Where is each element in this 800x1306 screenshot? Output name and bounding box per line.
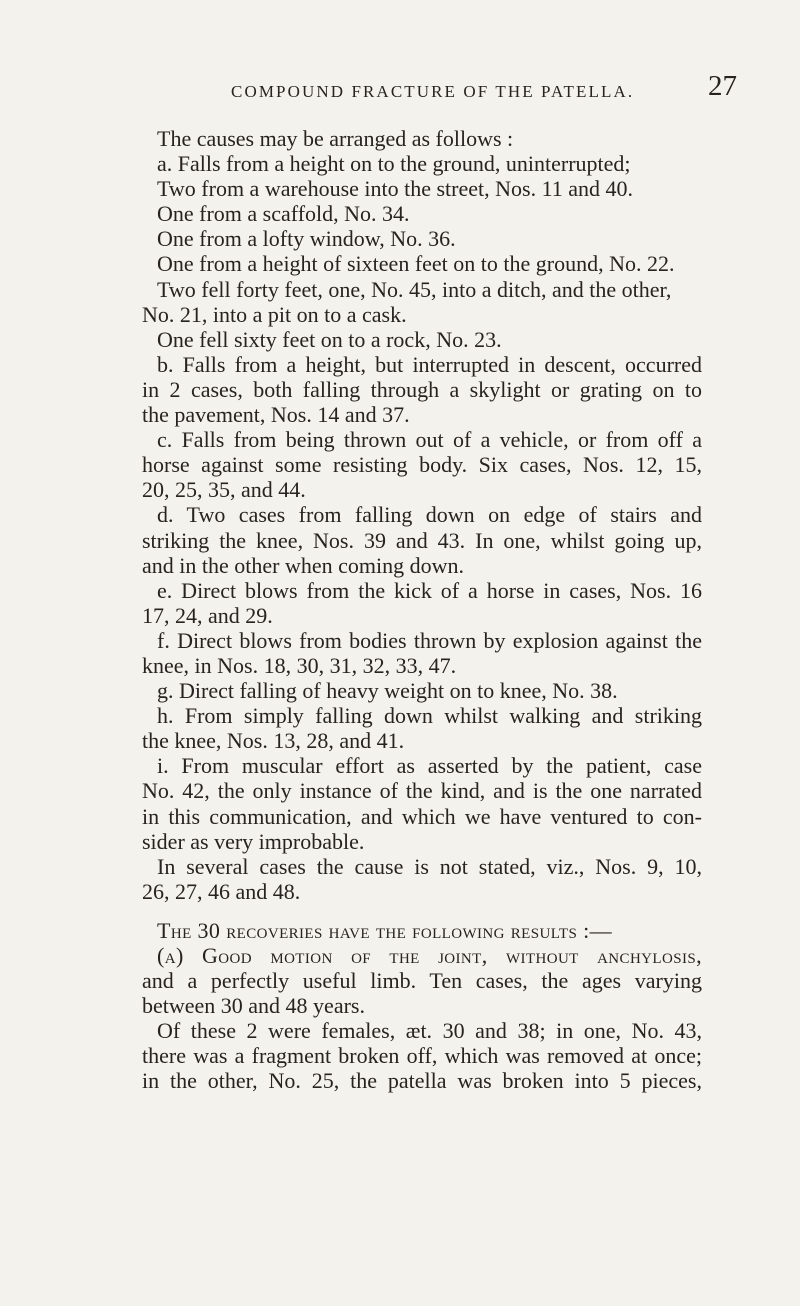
page-header <box>0 68 800 108</box>
text-line: b. Falls from a height, but interrupted in descent, occurred <box>157 351 702 377</box>
running-title: COMPOUND FRACTURE OF THE PATELLA. <box>231 82 635 101</box>
text-line: Of these 2 were females, æt. 30 and 38; in one, No. 43, <box>157 1018 702 1044</box>
text-line: knee, in Nos. 18, 30, 31, 32, 33, 47. <box>142 652 457 678</box>
text-line: g. Direct falling of heavy weight on to knee, No. 38. <box>157 678 618 704</box>
text-line: the knee, Nos. 13, 28, and 41. <box>142 728 405 754</box>
text-line: One from a lofty window, No. 36. <box>157 226 456 252</box>
text-line: striking the knee, Nos. 39 and 43. In one, whilst going up, <box>142 527 702 553</box>
text-line: e. Direct blows from the kick of a horse in cases, Nos. 16 <box>157 577 702 603</box>
text-line: horse against some resisting body. Six cases, Nos. 12, 15, <box>142 452 702 478</box>
text-line: in this communication, and which we have ventured to con- <box>142 803 702 829</box>
text-line: 26, 27, 46 and 48. <box>142 878 301 904</box>
text-line: the pavement, Nos. 14 and 37. <box>142 402 410 428</box>
text-line: One from a height of sixteen feet on to the ground, No. 22. <box>157 251 675 277</box>
text-line: there was a fragment broken off, which was removed at once; <box>142 1043 702 1069</box>
page-number: 27 <box>708 70 737 102</box>
text-line: d. Two cases from falling down on edge of stairs and <box>157 502 702 528</box>
text-line: in 2 cases, both falling through a skylight or grating on to <box>142 376 702 402</box>
text-line: 17, 24, and 29. <box>142 602 273 628</box>
text-line: i. From muscular effort as asserted by the patient, case <box>157 753 702 779</box>
text-line: sider as very improbable. <box>142 828 365 854</box>
text-line: One fell sixty feet on to a rock, No. 23. <box>157 326 502 352</box>
text-line: Two from a warehouse into the street, Nos. 11 and 40. <box>157 176 634 202</box>
text-line: The 30 recoveries have the following results :— <box>157 917 613 943</box>
text-line: The causes may be arranged as follows : <box>157 126 514 151</box>
text-line: and a perfectly useful limb. Ten cases, the ages varying <box>142 968 702 994</box>
text-line: (a) Good motion of the joint, without anchylosis, <box>157 943 702 968</box>
text-line: a. Falls from a height on to the ground, uninterrupted; <box>157 151 631 177</box>
text-line: No. 21, into a pit on to a cask. <box>142 301 407 327</box>
text-line: in the other, No. 25, the patella was broken into 5 pieces, <box>142 1068 702 1094</box>
text-line: 20, 25, 35, and 44. <box>142 477 306 503</box>
text-line: between 30 and 48 years. <box>142 993 365 1019</box>
text-line: Two fell forty feet, one, No. 45, into a ditch, and the other, <box>157 276 672 302</box>
text-line: and in the other when coming down. <box>142 552 464 578</box>
page-body <box>142 126 702 1094</box>
text-line: h. From simply falling down whilst walking and striking <box>157 703 702 729</box>
text-line: One from a scaffold, No. 34. <box>157 201 410 227</box>
text-line: No. 42, the only instance of the kind, and is the one narrated <box>142 778 702 804</box>
text-line: In several cases the cause is not stated, viz., Nos. 9, 10, <box>157 853 702 879</box>
text-line: f. Direct blows from bodies thrown by explosion against the <box>157 627 702 653</box>
text-line: c. Falls from being thrown out of a vehicle, or from off a <box>157 427 702 453</box>
